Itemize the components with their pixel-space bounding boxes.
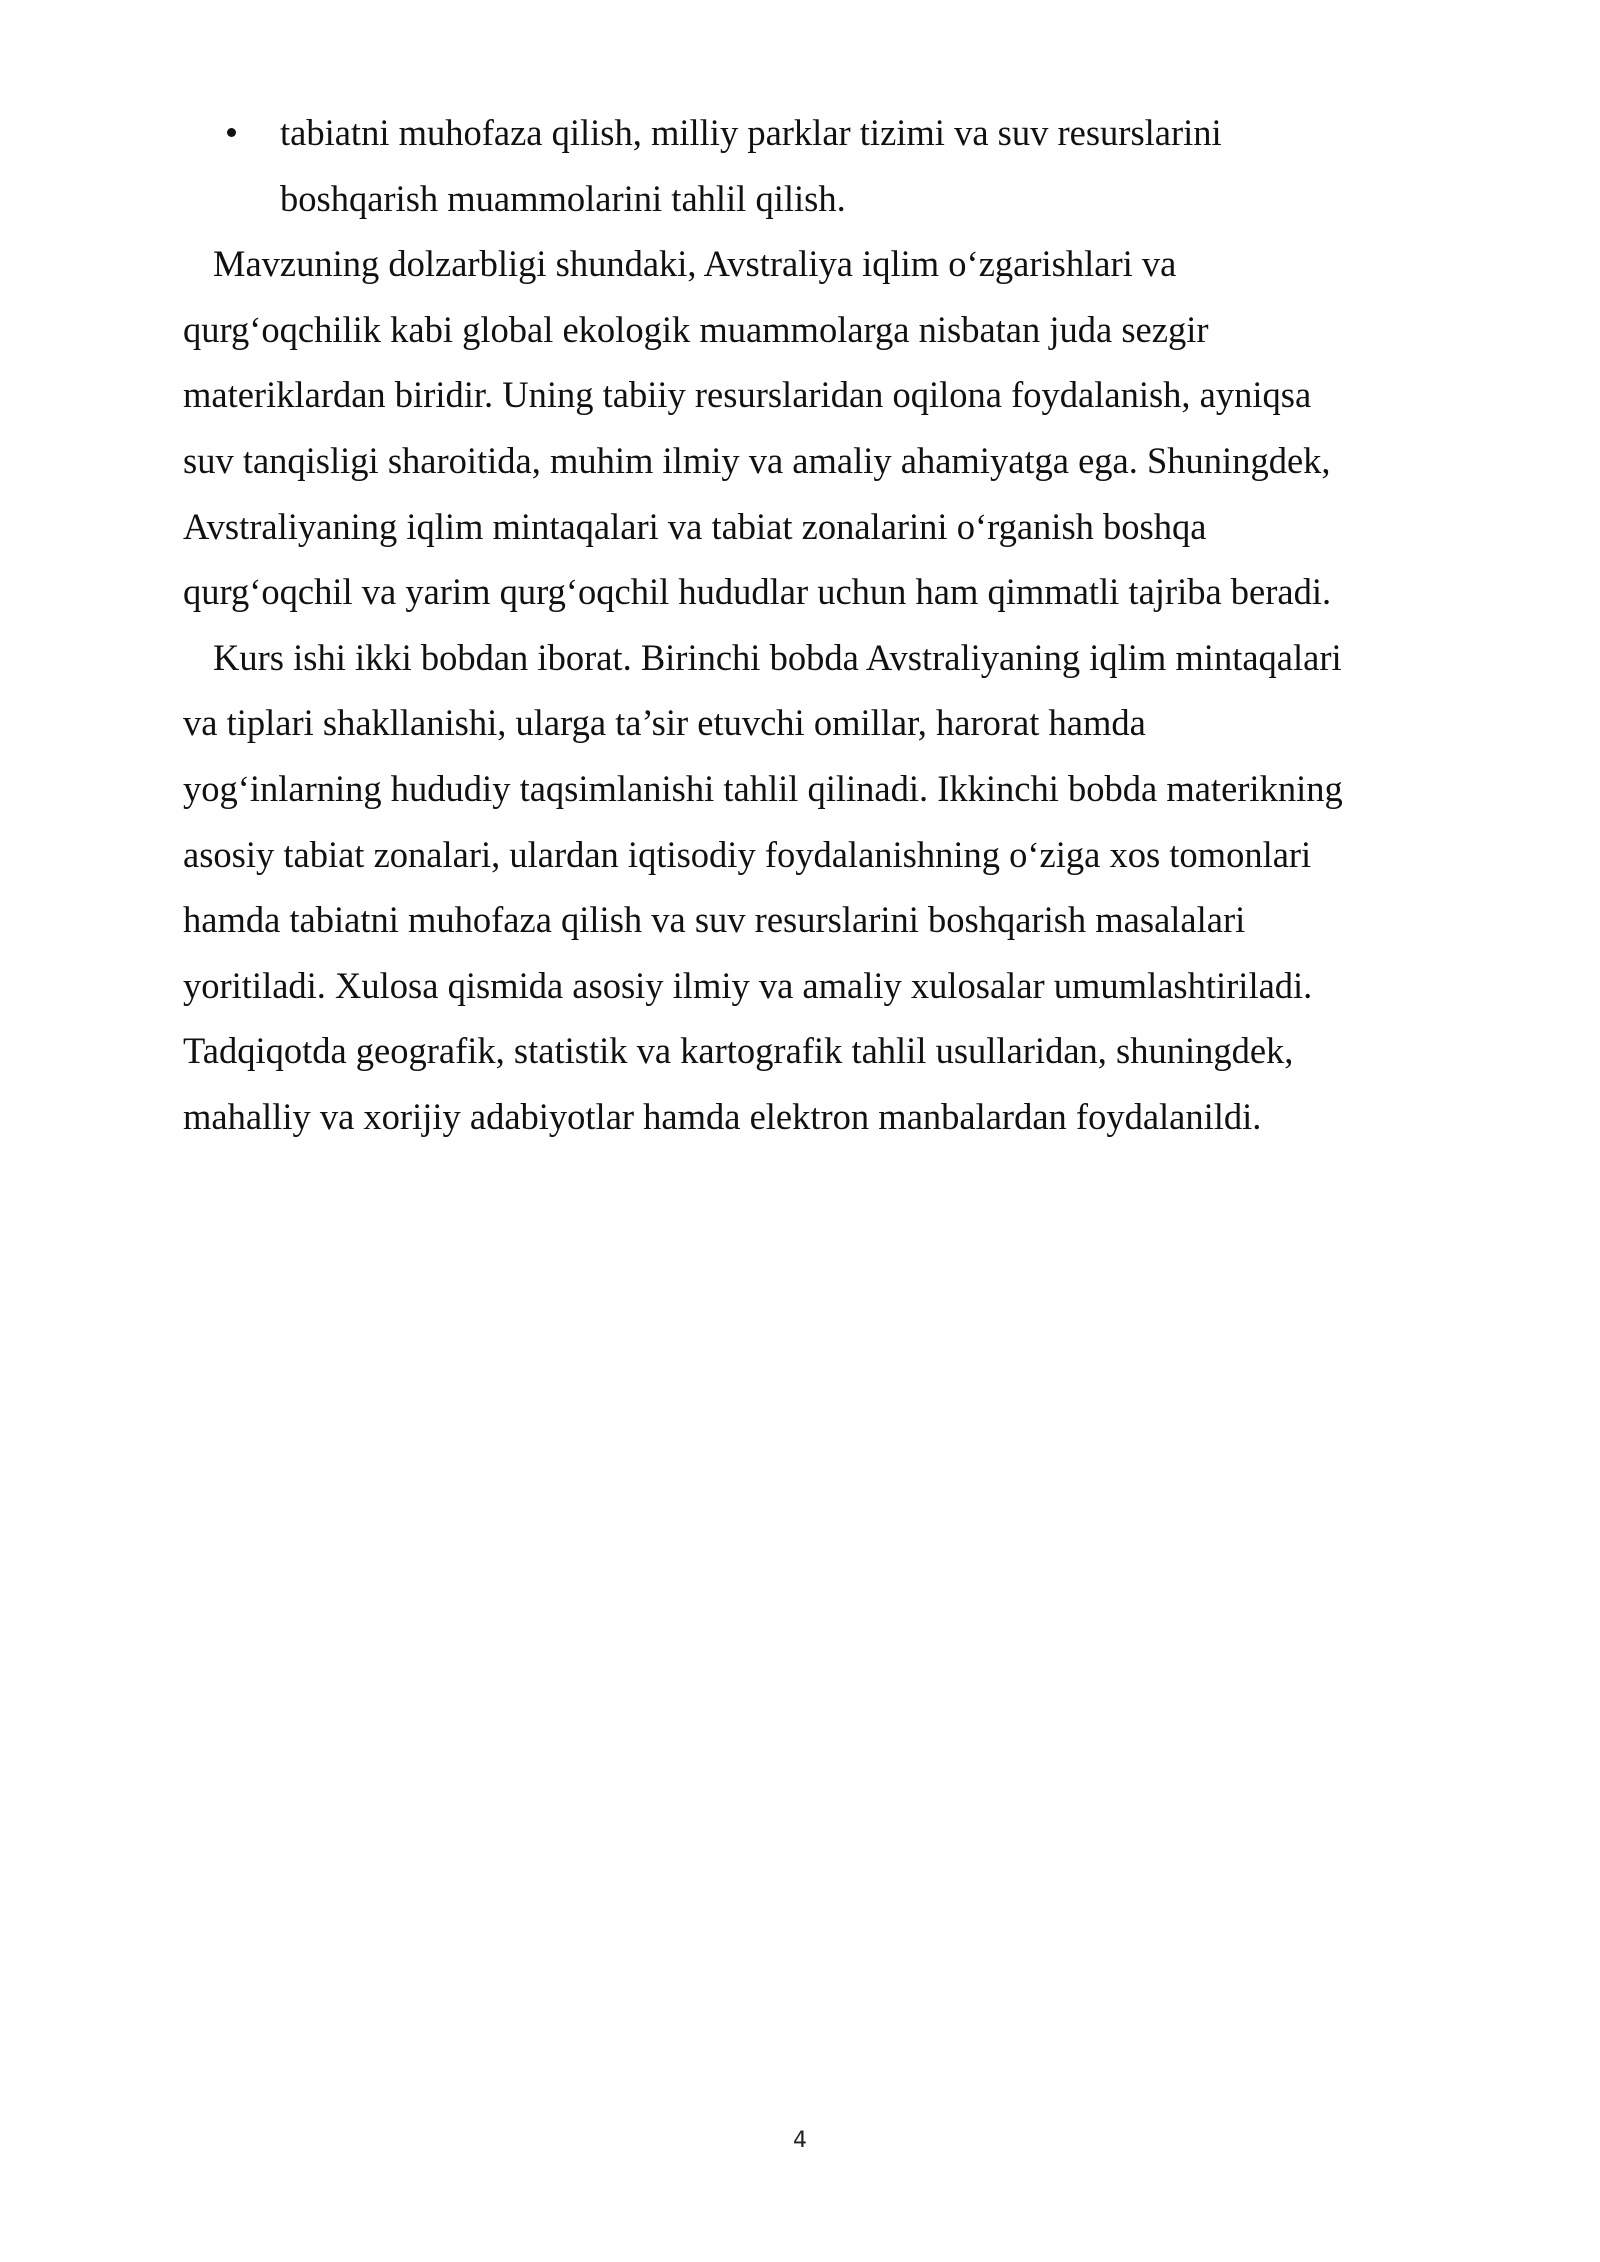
paragraph-line: hamda tabiatni muhofaza qilish va suv resurslarini boshqarish masalalari xyxy=(183,899,1246,941)
document-body xyxy=(183,100,1413,1150)
paragraph-line: Avstraliyaning iqlim mintaqalari va tabiat zonalarini o‘rganish boshqa xyxy=(183,505,1207,547)
paragraph-line: materiklardan biridir. Uning tabiiy resurslaridan oqilona foydalanish, ayniqsa xyxy=(183,374,1312,416)
paragraph-line: suv tanqisligi sharoitida, muhim ilmiy va amaliy ahamiyatga ega. Shuningdek, xyxy=(183,439,1331,481)
paragraph-line: Kurs ishi ikki bobdan iborat. Birinchi bobda Avstraliyaning iqlim mintaqalari xyxy=(213,636,1342,678)
paragraph-line: yoritiladi. Xulosa qismida asosiy ilmiy va amaliy xulosalar umumlashtiriladi. xyxy=(183,964,1313,1006)
bullet-line: tabiatni muhofaza qilish, milliy parklar tizimi va suv resurslarini xyxy=(280,112,1222,153)
paragraph-line: Mavzuning dolzarbligi shundaki, Avstraliya iqlim o‘zgarishlari va xyxy=(213,243,1177,285)
paragraph-line: asosiy tabiat zonalari, ulardan iqtisodiy foydalanishning o‘ziga xos tomonlari xyxy=(183,833,1312,875)
bullet-icon xyxy=(227,128,236,137)
paragraph-structure xyxy=(183,625,1413,1150)
paragraph-relevance xyxy=(183,231,1413,625)
bullet-line: boshqarish muammolarini tahlil qilish. xyxy=(280,177,846,219)
paragraph-line: Tadqiqotda geografik, statistik va kartografik tahlil usullaridan, shuningdek, xyxy=(183,1030,1294,1072)
paragraph-line: qurg‘oqchil va yarim qurg‘oqchil hududlar uchun ham qimmatli tajriba beradi. xyxy=(183,571,1332,613)
paragraph-line: mahalliy va xorijiy adabiyotlar hamda elektron manbalardan foydalanildi. xyxy=(183,1095,1262,1137)
page-number: 4 xyxy=(793,2128,807,2153)
paragraph-line: yog‘inlarning hududiy taqsimlanishi tahlil qilinadi. Ikkinchi bobda materikning xyxy=(183,767,1343,809)
paragraph-line: va tiplari shakllanishi, ularga ta’sir etuvchi omillar, harorat hamda xyxy=(183,702,1146,744)
paragraph-line: qurg‘oqchilik kabi global ekologik muammolarga nisbatan juda sezgir xyxy=(183,308,1209,350)
bullet-item xyxy=(183,100,1413,231)
bullet-list xyxy=(183,100,1413,231)
